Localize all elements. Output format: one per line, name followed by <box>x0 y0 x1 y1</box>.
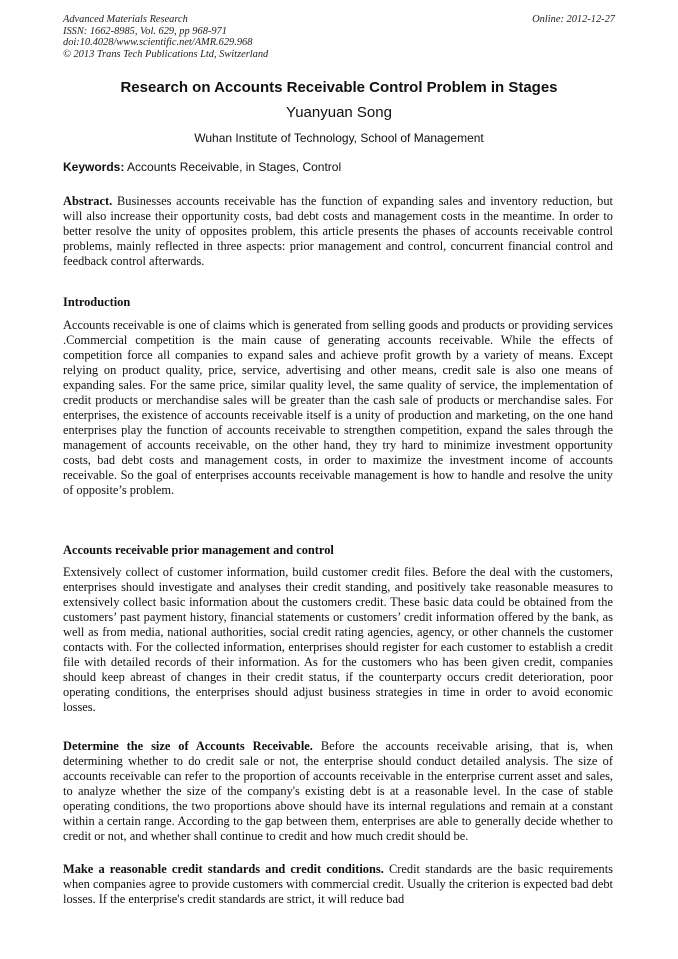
introduction-heading: Introduction <box>63 295 131 309</box>
abstract <box>63 194 613 269</box>
size-of-receivables-text: Before the accounts receivable arising, that is, when determining whether to do credit sale or not, the enterprise should conduct detailed analysis. The size of accounts receivable can refer to the proportion of accounts receivable in the enterprise current asset and sales, to analyze whether the size of the company's existing debt is at a reasonable level. In the case of stable operating conditions, the two proportions above should have its internal regulations and remain at a constant within a certain range. According to the gap between them, enterprises are able to generally decide whether to credit or not, and whether shall continue to credit and how much credit should be. <box>63 739 614 843</box>
doi-line[interactable]: doi:10.4028/www.scientific.net/AMR.629.968 <box>63 37 253 48</box>
keywords-text: Accounts Receivable, in Stages, Control <box>127 160 342 174</box>
introduction-body: Accounts receivable is one of claims which is generated from selling goods and products or providing services .Commercial competition is the main cause of generating accounts receivable. While the effects of competition force all companies to expand sales and achieve profit growth by a variety of means. Except relying on product quality, price, service, advertising and other means, credit sale is also one means of expanding sales. For the same price, similar quality level, the same quality of service, the implementation of credit products or merchandise sales will be greater than the cash sale of products or merchandise sales. For enterprises, the existence of accounts receivable itself is a unity of production and marketing, on the one hand enterprises play the function of accounts receivable to strengthen competition, expand the sales through the management of accounts receivable, on the other hand, they try hard to minimize investment opportunity costs, bad debt costs and management costs, in order to maximize the investment income of accounts receivable. So the goal of enterprises accounts receivable management is how to handle and resolve the unity of opposite’s problem. <box>63 318 613 497</box>
author-affiliation: Wuhan Institute of Technology, School of Management <box>194 131 484 145</box>
section-heading-prior-management: Accounts receivable prior management and control <box>63 543 334 557</box>
copyright-line: © 2013 Trans Tech Publications Ltd, Switzerland <box>63 48 269 60</box>
journal-name: Advanced Materials Research <box>63 14 188 25</box>
journal-header <box>63 14 268 60</box>
keywords-line <box>63 160 341 174</box>
abstract-label: Abstract. <box>63 194 113 208</box>
paragraph-size-of-receivables <box>63 739 613 844</box>
abstract-text: Businesses accounts receivable has the function of expanding sales and inventory reduction, but will also increase their opportunity costs, bad debt costs and management costs in the meantime. In order to better resolve the unity of opposites problem, this article presents the phases of accounts receivable control problems, mainly reflected in three aspects: prior management and control, concurrent financial control and feedback control afterwards. <box>63 194 613 268</box>
paper-title: Research on Accounts Receivable Control Problem in Stages <box>120 79 558 96</box>
author-name: Yuanyuan Song <box>286 104 392 121</box>
paragraph-customer-information: Extensively collect of customer information, build customer credit files. Before the deal with the customers, enterprises should investigate and analyses their credit standing, and positively take reasonable measures to extensively collect basic information about the customers credit. These basic data could be obtained from the customers’ past payment history, financial statements or customers’ credit information offered by the bank, as well as from media, national authorities, social credit rating agencies, agency, or other channels the customer contacts with. For the collected information, enterprises should register for each customer to establish a credit file with detailed records of their information. As for the customers who has been given credit, companies should keep abreast of changes in their credit status, if the counterparty occurs credit deterioration, poor operating conditions, the enterprises should adjust business strategies in time in order to avoid economic losses. <box>63 565 613 714</box>
issn-line: ISSN: 1662-8985, Vol. 629, pp 968-971 <box>63 25 227 37</box>
subheading-size-of-receivables: Determine the size of Accounts Receivable. <box>63 739 313 753</box>
keywords-label: Keywords: <box>63 160 125 174</box>
credit-standards-text: Credit standards are the basic requirements when companies agree to provide customers with commercial credit. Usually the criterion is expected bad debt losses. If the enterprise's credit standards are strict, it will reduce bad <box>63 862 613 906</box>
subheading-credit-standards: Make a reasonable credit standards and credit conditions. <box>63 862 384 876</box>
online-date: Online: 2012-12-27 <box>532 14 615 25</box>
paragraph-credit-standards <box>63 862 613 907</box>
